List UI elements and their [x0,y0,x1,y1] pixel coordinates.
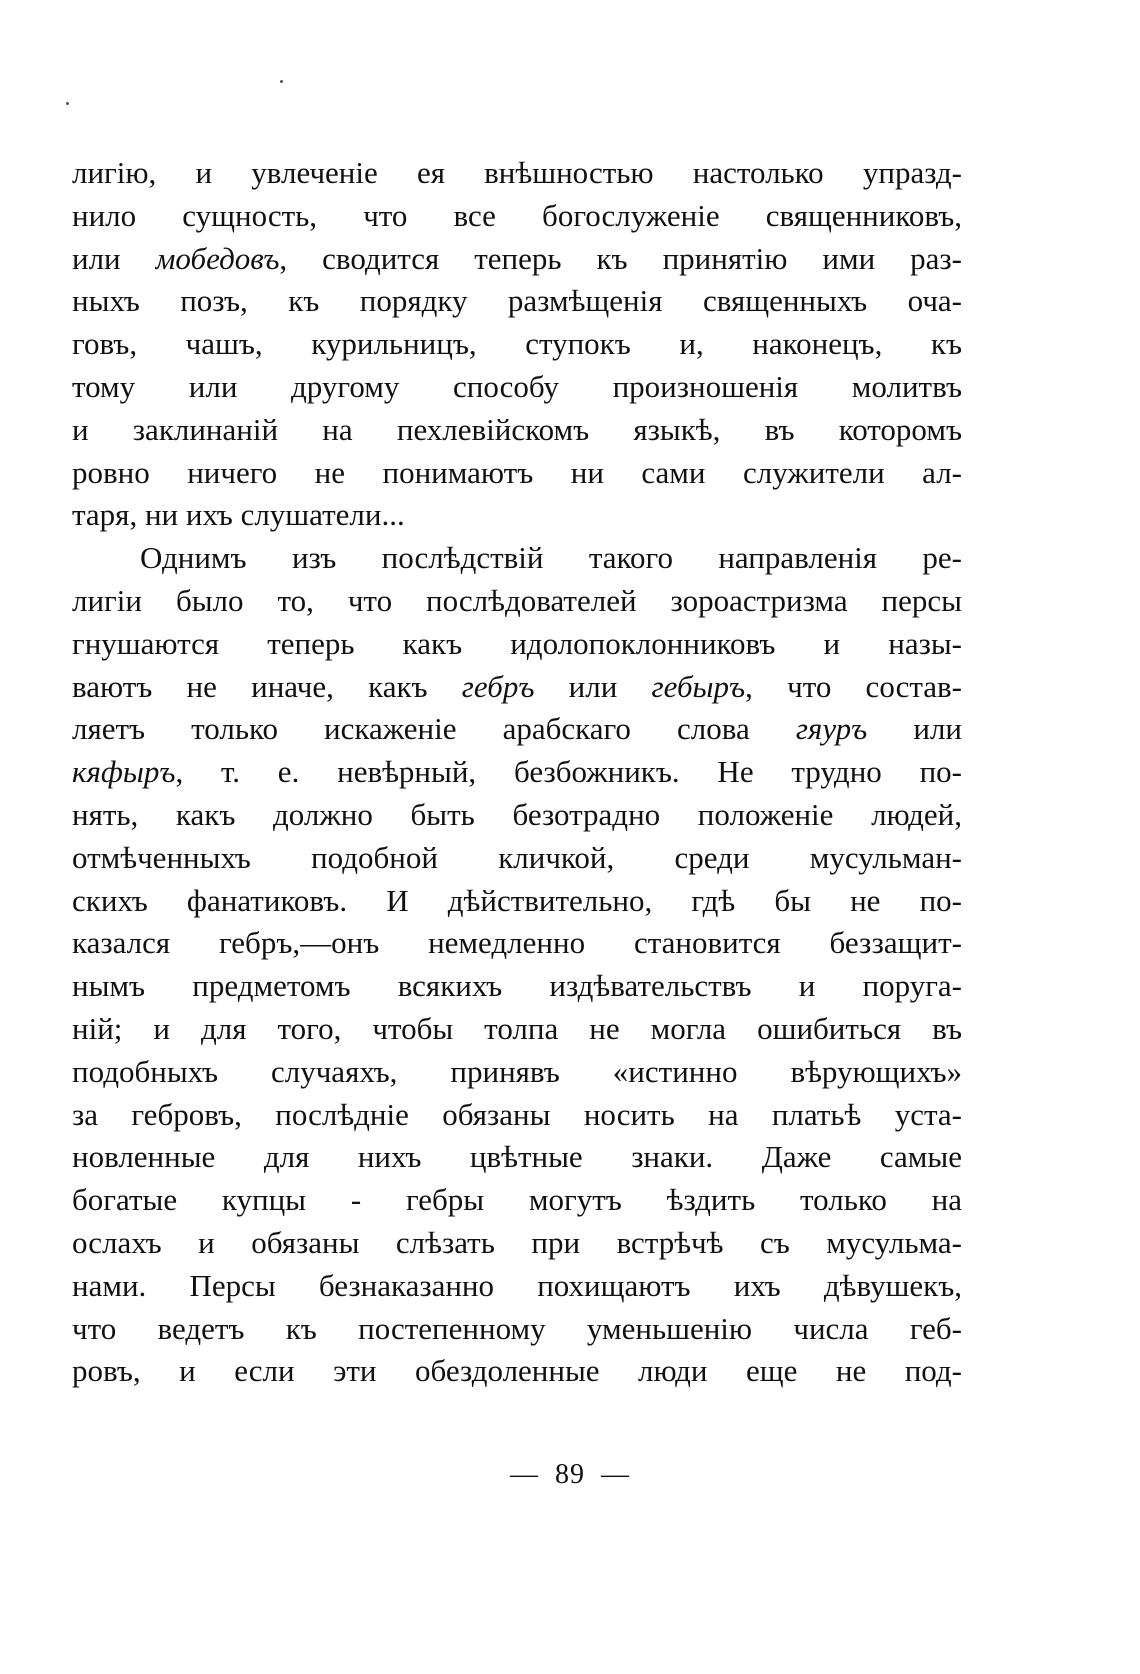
text-line: тому или другому способу произношенія молитвъ [72,368,962,404]
italic-term: гебыръ [651,668,746,704]
paragraph-end-line: таря, ни ихъ слушатели... [72,497,405,533]
text-line: нами. Персы безнаказанно похищаютъ ихъ дѣвушекъ, [72,1267,962,1303]
text-line: за гебровъ, послѣдніе обязаны носить на платьѣ уста- [72,1096,962,1132]
italic-term: гебръ [461,668,535,704]
text-line: казался гебръ,—онъ немедленно становится беззащит- [72,925,962,961]
text-line: скихъ фанатиковъ. И дѣйствительно, гдѣ бы не по- [72,882,962,918]
text-line: ляетъ только искаженіе арабскаго слова гяуръ или [72,711,962,747]
scan-speck [66,102,69,105]
text-line: нять, какъ должно быть безотрадно положеніе людей, [72,796,962,832]
text-line: ній; и для того, чтобы толпа не могла ошибиться въ [72,1010,962,1046]
text-line: что ведетъ къ постепенному уменьшенію числа геб- [72,1310,962,1346]
text-line: ровъ, и если эти обездоленные люди еще не под- [72,1353,962,1389]
italic-term: мобедовъ [155,240,280,276]
text-line: ровно ничего не понимаютъ ни сами служители ал- [72,454,962,490]
italic-term: гяуръ [795,711,868,747]
text-line: богатые купцы - гебры могутъ ѣздить только на [72,1182,962,1218]
text-line: нымъ предметомъ всякихъ издѣвательствъ и поруга- [72,968,962,1004]
text-line: подобныхъ случаяхъ, принявъ «истинно вѣрующихъ» [72,1053,962,1089]
page-number-value: 89 [555,1459,585,1490]
text-line: нило сущность, что все богослуженіе священниковъ, [72,197,962,233]
text-line: кяфыръ, т. е. невѣрный, безбожникъ. Не трудно по- [72,754,962,790]
text-line: и заклинаній на пехлевійскомъ языкѣ, въ которомъ [72,411,962,447]
italic-term: кяфыръ [72,754,176,790]
text-line: ваютъ не иначе, какъ гебръ или гебыръ, что состав- [72,668,962,704]
text-line: лигію, и увлеченіе ея внѣшностью настолько упразд- [72,155,962,190]
text-line: отмѣченныхъ подобной кличкой, среди мусульман- [72,839,962,875]
page-number-dash-right: — [601,1459,630,1490]
text-line: говъ, чашъ, курильницъ, ступокъ и, наконецъ, къ [72,326,962,362]
text-line: ныхъ позъ, къ порядку размѣщенія священныхъ оча- [72,283,962,319]
page-number-dash-left: — [510,1459,539,1490]
text-line: ослахъ и обязаны слѣзать при встрѣчѣ съ мусульма- [72,1224,962,1260]
text-line: гнушаются теперь какъ идолопоклонниковъ и назы- [72,625,962,661]
body-text [72,152,962,1393]
page-number [0,1459,1140,1491]
text-line: новленные для нихъ цвѣтные знаки. Даже самые [72,1139,962,1175]
text-line: или мобедовъ, сводится теперь къ принятію ими раз- [72,240,962,276]
scan-speck [280,80,283,83]
paragraph-start-line: Однимъ изъ послѣдствій такого направленія ре- [140,540,962,576]
text-line: лигіи было то, что послѣдователей зороастризма персы [72,582,962,618]
